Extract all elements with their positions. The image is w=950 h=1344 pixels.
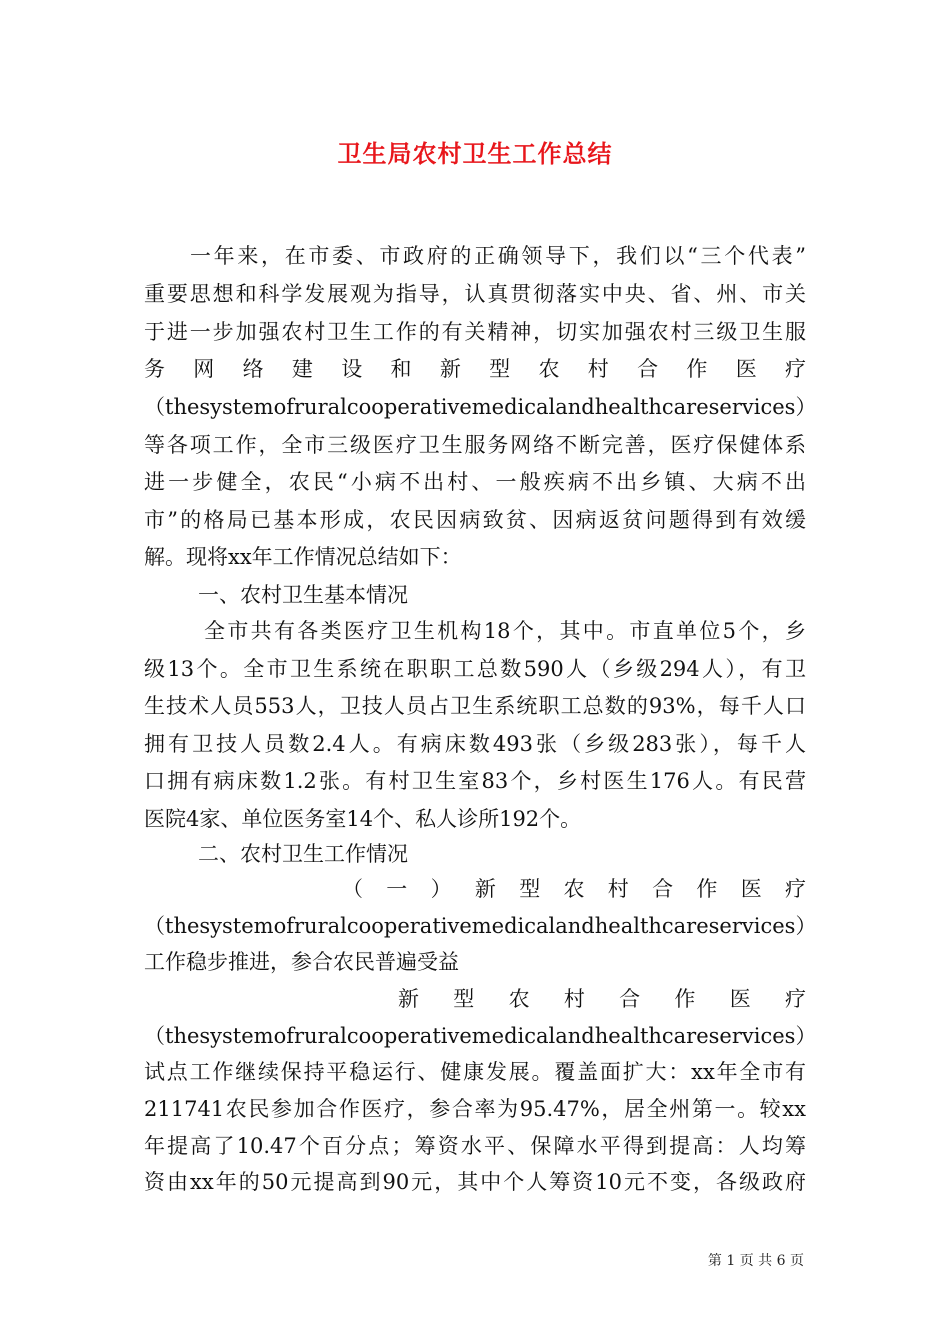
body-line: 工作稳步推进，参合农民普遍受益: [144, 950, 459, 974]
body-line: 211741农民参加合作医疗，参合率为95.47%，居全州第一。较xx: [144, 1097, 806, 1121]
body-line: 资由xx年的50元提高到90元，其中个人筹资10元不变，各级政府: [144, 1170, 806, 1194]
body-line: （thesystemofruralcooperativemedicalandhealthcareservices）: [144, 395, 817, 419]
section-heading-2: 二、农村卫生工作情况: [198, 842, 408, 866]
body-line: 于进一步加强农村卫生工作的有关精神，切实加强农村三级卫生服: [144, 320, 806, 344]
body-line: 生技术人员553人，卫技人员占卫生系统职工总数的93%，每千人口: [144, 694, 806, 718]
body-line: 年提高了10.47个百分点；筹资水平、保障水平得到提高：人均筹: [144, 1134, 806, 1158]
body-line: （thesystemofruralcooperativemedicalandhealthcareservices）: [144, 914, 817, 938]
page-title: 卫生局农村卫生工作总结: [337, 139, 613, 168]
body-line: 试点工作继续保持平稳运行、健康发展。覆盖面扩大：xx年全市有: [144, 1060, 806, 1084]
section-heading-1: 一、农村卫生基本情况: [198, 583, 408, 607]
body-line: 口拥有病床数1.2张。有村卫生室83个，乡村医生176人。有民营: [144, 769, 806, 793]
body-line: 等各项工作，全市三级医疗卫生服务网络不断完善，医疗保健体系: [144, 433, 806, 457]
body-line: 进一步健全，农民“小病不出村、一般疾病不出乡镇、大病不出: [144, 470, 806, 494]
body-line: 市”的格局已基本形成，农民因病致贫、因病返贫问题得到有效缓: [144, 508, 806, 532]
body-line: 务网络建设和新型农村合作医疗: [144, 357, 806, 381]
body-line: 医院4家、单位医务室14个、私人诊所192个。: [144, 807, 582, 831]
body-line: 一年来，在市委、市政府的正确领导下，我们以“三个代表”: [190, 244, 806, 268]
body-line: （thesystemofruralcooperativemedicalandhealthcareservices）: [144, 1024, 817, 1048]
page-number: 第 1 页 共 6 页: [707, 1253, 804, 1269]
body-line: 全市共有各类医疗卫生机构18个，其中。市直单位5个，乡: [204, 619, 806, 643]
body-line: 解。现将xx年工作情况总结如下：: [144, 545, 462, 569]
body-line: 级13个。全市卫生系统在职职工总数590人（乡级294人），有卫: [144, 657, 806, 681]
subsection-heading: （一）新型农村合作医疗: [342, 877, 806, 901]
body-line: 重要思想和科学发展观为指导，认真贯彻落实中央、省、州、市关: [144, 282, 806, 306]
body-line: 新型农村合作医疗: [398, 987, 806, 1011]
body-line: 拥有卫技人员数2.4人。有病床数493张（乡级283张），每千人: [144, 732, 806, 756]
